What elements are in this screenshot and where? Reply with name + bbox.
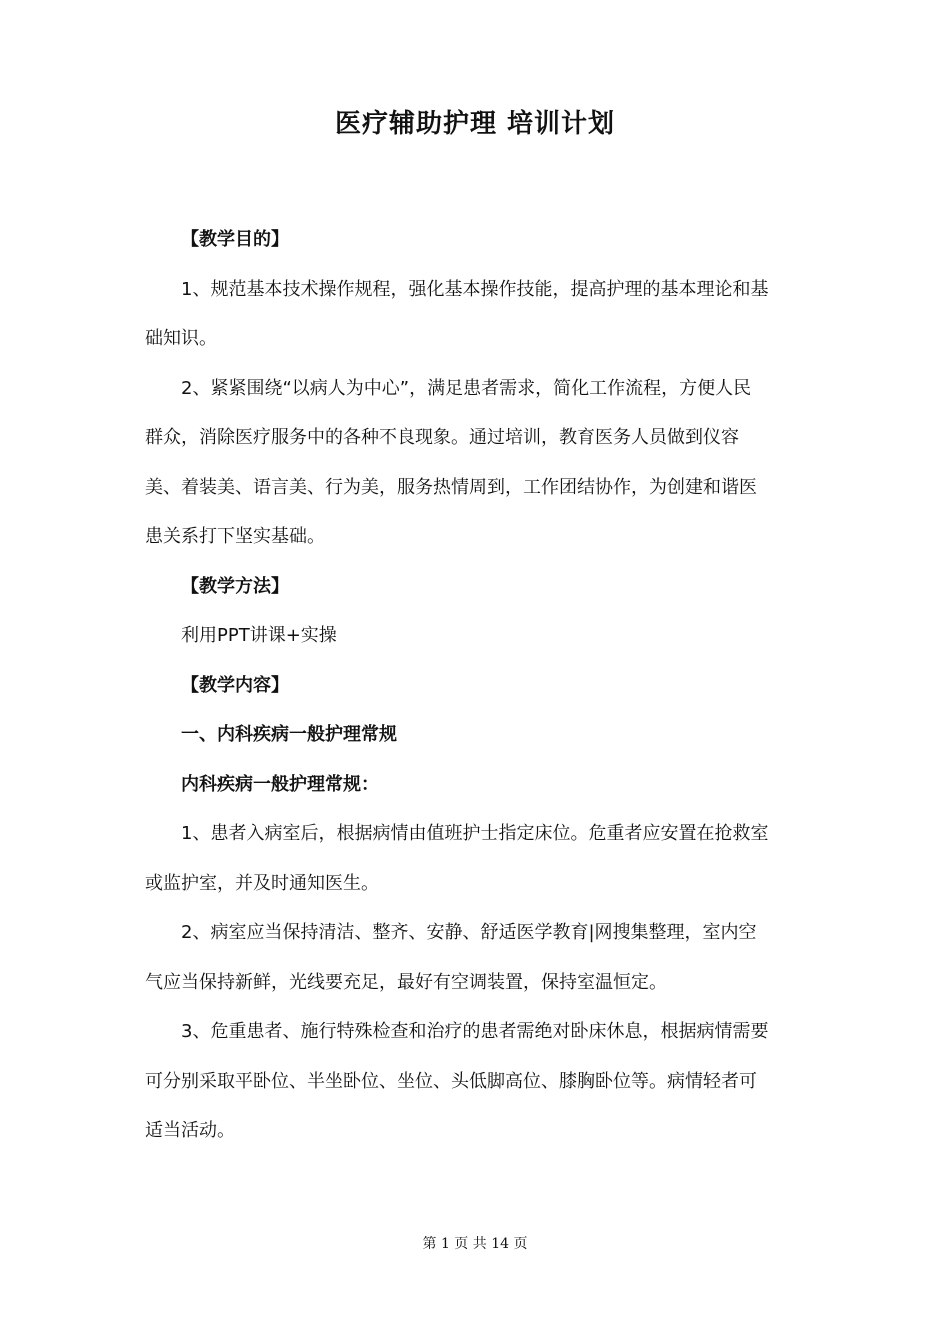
paragraph-line: 2、病室应当保持清洁、整齐、安静、舒适医学教育|网搜集整理，室内空 bbox=[181, 922, 757, 943]
paragraph-line: 可分别采取平卧位、半坐卧位、坐位、头低脚高位、膝胸卧位等。病情轻者可 bbox=[145, 1070, 757, 1092]
paragraph-line: 气应当保持新鲜，光线要充足，最好有空调装置，保持室温恒定。 bbox=[145, 971, 667, 993]
paragraph-line: 群众，消除医疗服务中的各种不良现象。通过培训，教育医务人员做到仪容 bbox=[145, 427, 739, 448]
section-heading: 内科疾病一般护理常规： bbox=[181, 773, 379, 795]
paragraph-line: 2、紧紧围绕“以病人为中心”，满足患者需求，简化工作流程，方便人民 bbox=[181, 377, 752, 399]
section-heading: 【教学内容】 bbox=[181, 674, 289, 696]
paragraph-line: 础知识。 bbox=[145, 328, 217, 349]
document-title: 医疗辅助护理 培训计划 bbox=[334, 109, 616, 139]
section-heading: 【教学目的】 bbox=[181, 229, 289, 250]
section-heading: 一、内科疾病一般护理常规 bbox=[181, 724, 397, 745]
paragraph-line: 美、着装美、语言美、行为美，服务热情周到，工作团结协作，为创建和谐医 bbox=[145, 476, 757, 498]
page-footer: 第 1 页 共 14 页 bbox=[422, 1236, 528, 1252]
paragraph-line: 1、患者入病室后，根据病情由值班护士指定床位。危重者应安置在抢救室 bbox=[181, 823, 769, 844]
paragraph-line: 3、危重患者、施行特殊检查和治疗的患者需绝对卧床休息，根据病情需要 bbox=[181, 1021, 769, 1042]
paragraph-line: 患关系打下坚实基础。 bbox=[145, 526, 325, 547]
paragraph-line: 适当活动。 bbox=[145, 1120, 235, 1141]
paragraph-line: 利用PPT讲课+实操 bbox=[181, 625, 337, 646]
paragraph-line: 或监护室，并及时通知医生。 bbox=[145, 872, 379, 894]
section-heading: 【教学方法】 bbox=[181, 575, 289, 597]
paragraph-line: 1、规范基本技术操作规程，强化基本操作技能，提高护理的基本理论和基 bbox=[181, 278, 769, 300]
document-body bbox=[145, 215, 809, 1156]
